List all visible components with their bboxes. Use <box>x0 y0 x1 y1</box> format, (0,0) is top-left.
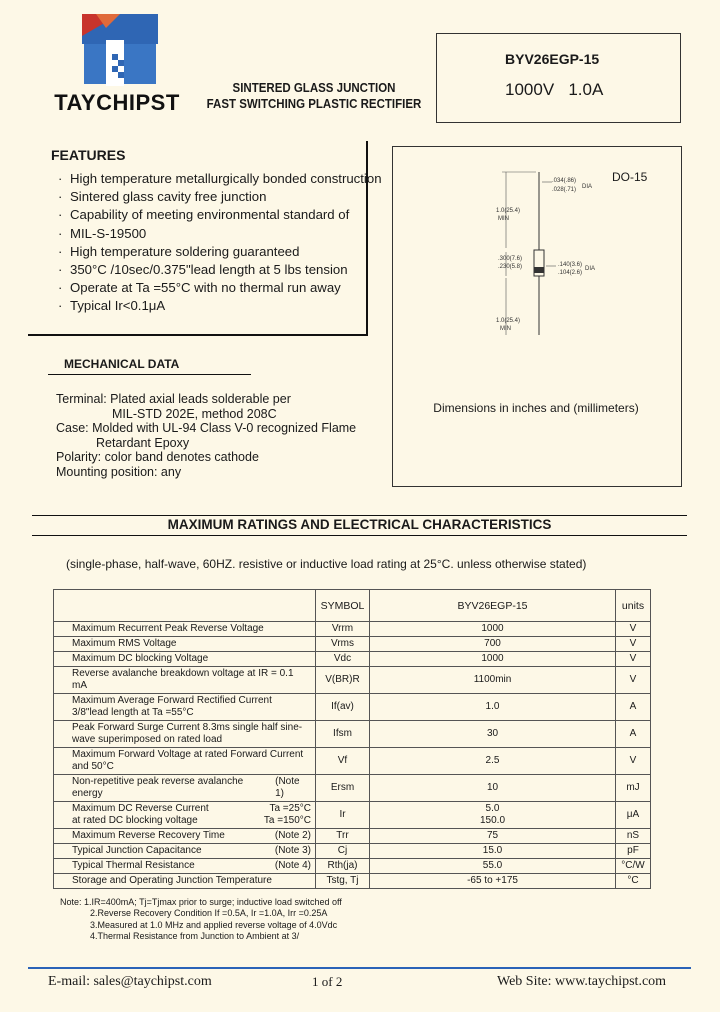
product-subtitle: SINTERED GLASS JUNCTION FAST SWITCHING PLASTIC RECTIFIER <box>206 81 422 111</box>
footer-email[interactable]: E-mail: sales@taychipst.com <box>48 974 212 989</box>
ratings-rule-bottom <box>32 535 687 536</box>
feature-item: · 350°C /10sec/0.375"lead length at 5 lbs tension <box>58 262 348 278</box>
feature-item: · Sintered glass cavity free junction <box>58 189 267 205</box>
header-units: units <box>616 590 651 622</box>
table-row: Peak Forward Surge Current 8.3ms single half sine-wave superimposed on rated load Ifsm 30 A <box>54 721 651 748</box>
package-outline-drawing <box>440 160 596 340</box>
ratings-title: MAXIMUM RATINGS AND ELECTRICAL CHARACTERISTICS <box>167 517 552 532</box>
dim-lead-len-top: 1.0(25.4) <box>496 208 521 214</box>
dim-body-dia-2: .104(2.6) <box>558 270 583 276</box>
feature-item: · Operate at Ta =55°C with no thermal run away <box>58 280 341 296</box>
dim-dia-label: DIA <box>582 184 593 190</box>
table-header-row <box>54 590 651 622</box>
table-row: Maximum Reverse Recovery Time (Note 2) Trr 75 nS <box>54 829 651 844</box>
dim-body-dia-1: .140(3.6) <box>558 262 583 268</box>
table-row: Maximum DC Reverse Current Ta =25°C at rated DC blocking voltage Ta =150°C Ir 5.0 150.0 μA <box>54 802 651 829</box>
mechanical-underline <box>48 374 251 375</box>
rating-conditions: (single-phase, half-wave, 60HZ. resistive or inductive load rating at 25°C. unless otherwise stated) <box>66 557 587 571</box>
table-row: Typical Junction Capacitance (Note 3) Cj 15.0 pF <box>54 844 651 859</box>
ratings-table <box>53 589 651 889</box>
table-row: Reverse avalanche breakdown voltage at IR = 0.1 mA V(BR)R 1100min V <box>54 667 651 694</box>
table-row: Non-repetitive peak reverse avalanche energy (Note 1) Ersm 10 mJ <box>54 775 651 802</box>
package-name: DO-15 <box>612 170 648 184</box>
dim-lead-len-bot: 1.0(25.4) <box>496 318 521 324</box>
dim-body-dia-label: DIA <box>585 266 596 272</box>
part-ratings: 1000V 1.0A <box>505 80 604 99</box>
header-value: BYV26EGP-15 <box>370 590 616 622</box>
part-number: BYV26EGP-15 <box>505 51 600 67</box>
dim-body-len-2: .230(5.8) <box>498 264 523 270</box>
feature-item: · Typical Ir<0.1μA <box>58 298 166 314</box>
company-logo <box>82 14 158 88</box>
mechanical-data: Terminal: Plated axial leads solderable per MIL-STD 202E, method 208C Case: Molded with UL-94 Class V-0 recognized Flame Retardant Epoxy Polarity: color band denotes cathode Mounting position: any <box>56 392 357 479</box>
table-notes: Note: 1.IR=400mA; Tj=Tjmax prior to surge; inductive load switched off 2.Reverse Recovery Condition If =0.5A, Ir =1.0A, Irr =0.25A 3.Measured at 1.0 MHz and applied reverse voltage of 4.0Vdc 4.Thermal Resistance from Junction to Ambient at 3/ <box>60 897 342 941</box>
dim-lead-dia-top: .034(.86) <box>552 178 577 184</box>
feature-item: · Capability of meeting environmental standard of <box>58 207 350 223</box>
footer-page-number: 1 of 2 <box>312 974 343 989</box>
feature-item: · MIL-S-19500 <box>58 225 147 241</box>
mechanical-title: MECHANICAL DATA <box>64 357 180 371</box>
footer-website[interactable]: Web Site: www.taychipst.com <box>497 974 667 989</box>
table-row: Maximum Forward Voltage at rated Forward Current and 50°C Vf 2.5 V <box>54 748 651 775</box>
table-row: Typical Thermal Resistance (Note 4) Rth(ja) 55.0 °C/W <box>54 859 651 874</box>
table-row: Maximum RMS Voltage Vrms 700 V <box>54 637 651 652</box>
feature-item: · High temperature soldering guaranteed <box>58 243 300 259</box>
features-title: FEATURES <box>51 147 126 163</box>
brand-name: TAYCHIPST <box>54 90 180 115</box>
table-row: Maximum Average Forward Rectified Current 3/8"lead length at Ta =55°C If(av) 1.0 A <box>54 694 651 721</box>
dim-lead-dia-bot: .028(.71) <box>552 187 577 193</box>
table-row: Maximum Recurrent Peak Reverse Voltage Vrrm 1000 V <box>54 622 651 637</box>
footer-rule <box>28 967 691 969</box>
table-row: Storage and Operating Junction Temperature Tstg, Tj -65 to +175 °C <box>54 874 651 889</box>
dim-min-label: MIN <box>498 216 509 222</box>
dim-min-label-bot: MIN <box>500 326 511 332</box>
part-summary-box <box>436 33 681 123</box>
ratings-rule-top <box>32 515 687 516</box>
dim-body-len-1: .300(7.6) <box>498 256 523 262</box>
table-row: Maximum DC blocking Voltage Vdc 1000 V <box>54 652 651 667</box>
feature-item: · High temperature metallurgically bonded construction <box>58 171 382 186</box>
dimension-caption: Dimensions in inches and (millimeters) <box>433 401 639 415</box>
features-list <box>58 170 382 316</box>
header-symbol: SYMBOL <box>316 590 370 622</box>
